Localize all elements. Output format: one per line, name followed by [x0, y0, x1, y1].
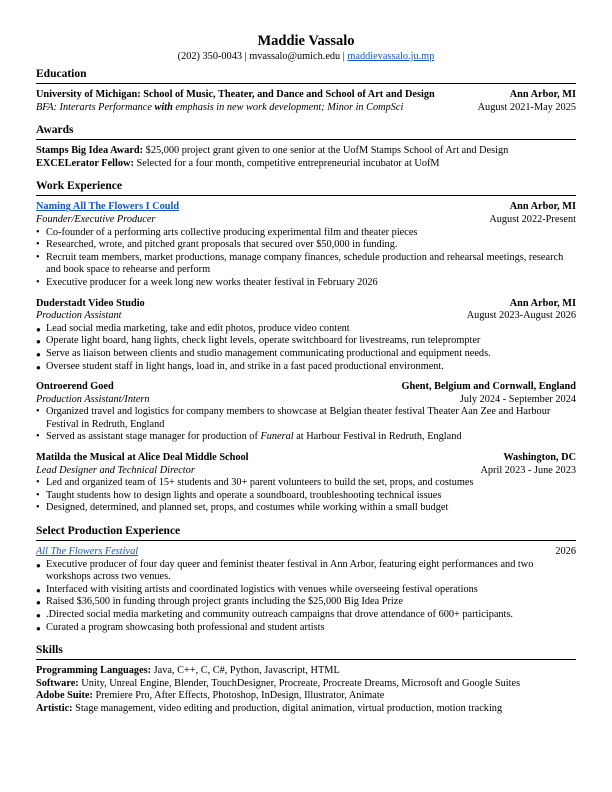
job-dates: August 2022-Present	[489, 213, 576, 225]
award-text: Selected for a four month, competitive entrepreneurial incubator at UofM	[133, 157, 440, 169]
skill-text: Unity, Unreal Engine, Blender, TouchDesigner, Procreate, Procreate Dreams, Microsoft and Google Suites	[78, 677, 521, 689]
skill-category: Adobe Suite:	[36, 690, 93, 702]
job-header	[36, 201, 576, 214]
award-text: $25,000 project grant given to one senior at the UofM Stamps School of Art and Design	[143, 145, 509, 157]
list-item	[36, 431, 576, 444]
list-item: ● .Directed social media marketing and community outreach campaigns that drove attendance of 600+ participants.	[36, 609, 576, 622]
production-title-link[interactable]: All The Flowers Festival	[36, 546, 139, 558]
job-role: Production Assistant/Intern	[36, 393, 150, 405]
production-year: 2026	[555, 546, 576, 558]
skill-text: Premiere Pro, After Effects, Photoshop, InDesign, Illustrator, Animate	[92, 690, 385, 702]
section-heading-work: Work Experience	[36, 179, 576, 196]
job-org-link[interactable]: Naming All The Flowers I Could	[36, 201, 180, 213]
job-header	[36, 381, 576, 394]
bullet-text-post: at Harbour Festival in Redruth, England	[293, 431, 462, 443]
list-item: ● Curated a program showcasing both professional and student artists	[36, 622, 576, 635]
degree-text-with: with	[154, 101, 173, 113]
school-location: Ann Arbor, MI	[509, 89, 576, 100]
list-item: • Taught students how to design lights and operate a soundboard, troubleshooting technical issues	[36, 490, 576, 503]
skill-category: Software:	[36, 677, 79, 689]
list-item: ● Operate light board, hang lights, check light levels, operate switchboard for livestreams, run teleprompter	[36, 335, 576, 348]
job-subheader	[36, 394, 576, 407]
list-item: ● Executive producer of four day queer and feminist theater festival in Ann Arbor, featuring eight performances and two workshops across two venues.	[36, 559, 576, 584]
school-name: University of Michigan: School of Music, Theater, and Dance and School of Art and Design	[36, 89, 435, 100]
job-subheader	[36, 310, 576, 323]
job-bullets	[36, 227, 576, 290]
award-title: EXCELerator Fellow:	[36, 157, 134, 169]
job-org: Matilda the Musical at Alice Deal Middle School	[36, 452, 249, 464]
list-item: • Led and organized team of 15+ students and 30+ parent volunteers to build the set, props, and costumes	[36, 477, 576, 490]
section-heading-skills: Skills	[36, 643, 576, 660]
job-entry	[36, 201, 576, 289]
degree-text-2: emphasis in new work development; Minor in CompSci	[172, 101, 404, 113]
section-heading-education: Education	[36, 67, 576, 84]
award-item	[36, 145, 576, 158]
job-location: Ann Arbor, MI	[509, 297, 576, 309]
skill-category: Programming Languages:	[36, 665, 152, 677]
job-role: Lead Designer and Technical Director	[36, 464, 195, 476]
job-role: Production Assistant	[36, 310, 122, 322]
degree-text-1: BFA: Interarts Performance	[36, 101, 155, 113]
skill-item	[36, 690, 576, 703]
production-entry	[36, 546, 576, 634]
skill-item	[36, 665, 576, 678]
job-org: Ontroerend Goed	[36, 381, 114, 393]
awards-list	[36, 145, 576, 170]
job-location: Washington, DC	[503, 452, 576, 464]
production-title: Funeral	[260, 431, 294, 443]
section-heading-awards: Awards	[36, 123, 576, 140]
list-item: ● Oversee student staff in light hangs, load in, and strike in a fast paced productional environment.	[36, 361, 576, 374]
job-dates: August 2023-August 2026	[466, 310, 576, 322]
job-dates: April 2023 - June 2023	[480, 464, 576, 476]
job-bullets	[36, 477, 576, 515]
list-item: • Executive producer for a week long new works theater festival in February 2026	[36, 277, 576, 290]
production-bullets	[36, 559, 576, 635]
award-title: Stamps Big Idea Award:	[36, 145, 144, 157]
list-item: • Organized travel and logistics for company members to showcase at Belgian theater festival Theater Aan Zee and Harbour Festival in Redruth, England	[36, 406, 576, 431]
job-location: Ghent, Belgium and Cornwall, England	[401, 381, 576, 393]
job-header	[36, 452, 576, 465]
education-dates: August 2021-May 2025	[477, 101, 576, 113]
list-item: ● Lead social media marketing, take and edit photos, produce video content	[36, 323, 576, 336]
job-entry	[36, 452, 576, 515]
skill-item	[36, 678, 576, 691]
skill-text: Stage management, video editing and production, digital animation, virtual production, motion tracking	[72, 702, 503, 714]
job-entry	[36, 381, 576, 444]
job-role: Founder/Executive Producer	[36, 213, 156, 225]
list-item: • Recruit team members, market productions, manage company finances, schedule production and rehearsal meetings, research and book space to rehearse and perform	[36, 252, 576, 277]
job-subheader	[36, 465, 576, 478]
resume-name: Maddie Vassalo	[257, 33, 355, 49]
contact-text: (202) 350-0043 | mvassalo@umich.edu |	[177, 51, 348, 62]
education-row-2	[36, 102, 576, 115]
list-item: • Co-founder of a performing arts collective producing experimental film and theater pieces	[36, 227, 576, 240]
contact-line	[36, 50, 576, 63]
skill-item	[36, 703, 576, 716]
job-header	[36, 298, 576, 311]
award-item	[36, 158, 576, 171]
job-dates: July 2024 - September 2024	[459, 393, 576, 405]
list-item: ● Raised $36,500 in funding through project grants including the $25,000 Big Idea Prize	[36, 596, 576, 609]
list-item: ● Serve as liaison between clients and studio management communicating productional and equipment needs.	[36, 348, 576, 361]
job-entry	[36, 298, 576, 374]
list-item: • Designed, determined, and planned set, props, and costumes while working within a small budget	[36, 502, 576, 515]
job-bullets	[36, 323, 576, 373]
skills-list	[36, 665, 576, 715]
production-header	[36, 546, 576, 559]
website-link[interactable]: maddievassalo.ju.mp	[347, 51, 435, 62]
list-item: ● Interfaced with visiting artists and coordinated logistics with venues while overseeing festival operations	[36, 584, 576, 597]
education-entry	[36, 89, 576, 114]
job-subheader	[36, 214, 576, 227]
section-heading-production: Select Production Experience	[36, 524, 576, 541]
job-location: Ann Arbor, MI	[509, 201, 576, 213]
job-org: Duderstadt Video Studio	[36, 297, 145, 309]
skill-category: Artistic:	[36, 702, 73, 714]
job-bullets	[36, 406, 576, 444]
skill-text: Java, C++, C, C#, Python, Javascript, HTML	[151, 665, 340, 677]
degree	[36, 102, 403, 115]
resume-page	[36, 30, 576, 716]
bullet-text-pre: Served as assistant stage manager for production of	[46, 431, 261, 443]
education-row-1	[36, 89, 576, 102]
list-item: • Researched, wrote, and pitched grant proposals that secured over $50,000 in funding.	[36, 239, 576, 252]
